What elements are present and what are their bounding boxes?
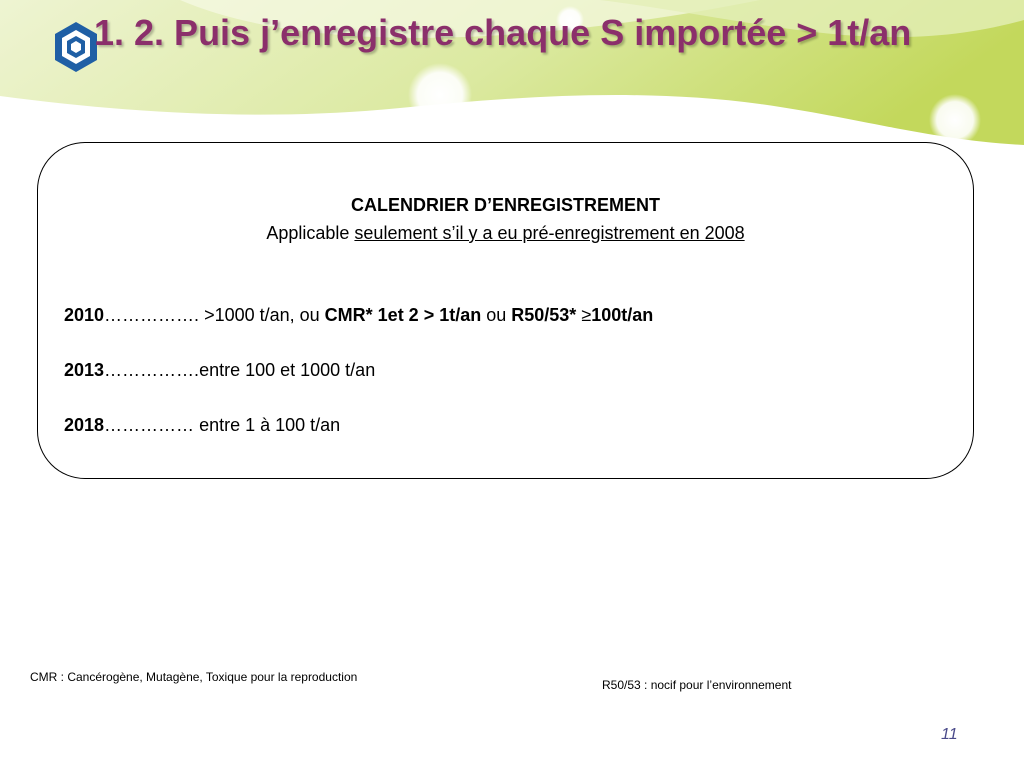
row-bold-r5053: R50/53* — [511, 305, 582, 325]
row-text: >1000 t/an, ou — [204, 305, 325, 325]
calendar-row-2013 — [64, 360, 375, 381]
row-bold-threshold: 100t/an — [591, 305, 654, 325]
footnote-r5053: R50/53 : nocif pour l’environnement — [602, 678, 792, 692]
footnote-cmr: CMR : Cancérogène, Mutagène, Toxique pour la reproduction — [30, 670, 358, 684]
calendar-row-2018 — [64, 415, 340, 436]
row-year: 2018 — [64, 415, 105, 435]
row-text: entre 100 et 1000 t/an — [199, 360, 376, 380]
row-symbol: ≥ — [581, 305, 592, 325]
company-logo-icon — [52, 20, 100, 74]
calendar-heading: CALENDRIER D’ENREGISTREMENT — [350, 195, 660, 215]
slide-title: 1. 2. Puis j’enregistre chaque S importée > 1t/an — [94, 12, 912, 53]
calendar-box — [37, 142, 974, 479]
subtitle-underlined: seulement s’il y a eu pré-enregistrement en 2008 — [354, 223, 745, 243]
row-year: 2013 — [64, 360, 105, 380]
page-number: 11 — [941, 726, 958, 743]
row-dots: …………… — [104, 415, 200, 435]
row-text-ou: ou — [481, 305, 512, 325]
row-dots: ……………. — [104, 360, 200, 380]
calendar-subtitle — [38, 223, 973, 244]
row-bold-cmr: CMR* 1et 2 > 1t/an — [324, 305, 482, 325]
row-text: entre 1 à 100 t/an — [199, 415, 341, 435]
subtitle-prefix: Applicable — [266, 223, 355, 243]
row-dots: ……………. — [104, 305, 205, 325]
calendar-row-2010 — [64, 305, 653, 326]
row-year: 2010 — [64, 305, 105, 325]
